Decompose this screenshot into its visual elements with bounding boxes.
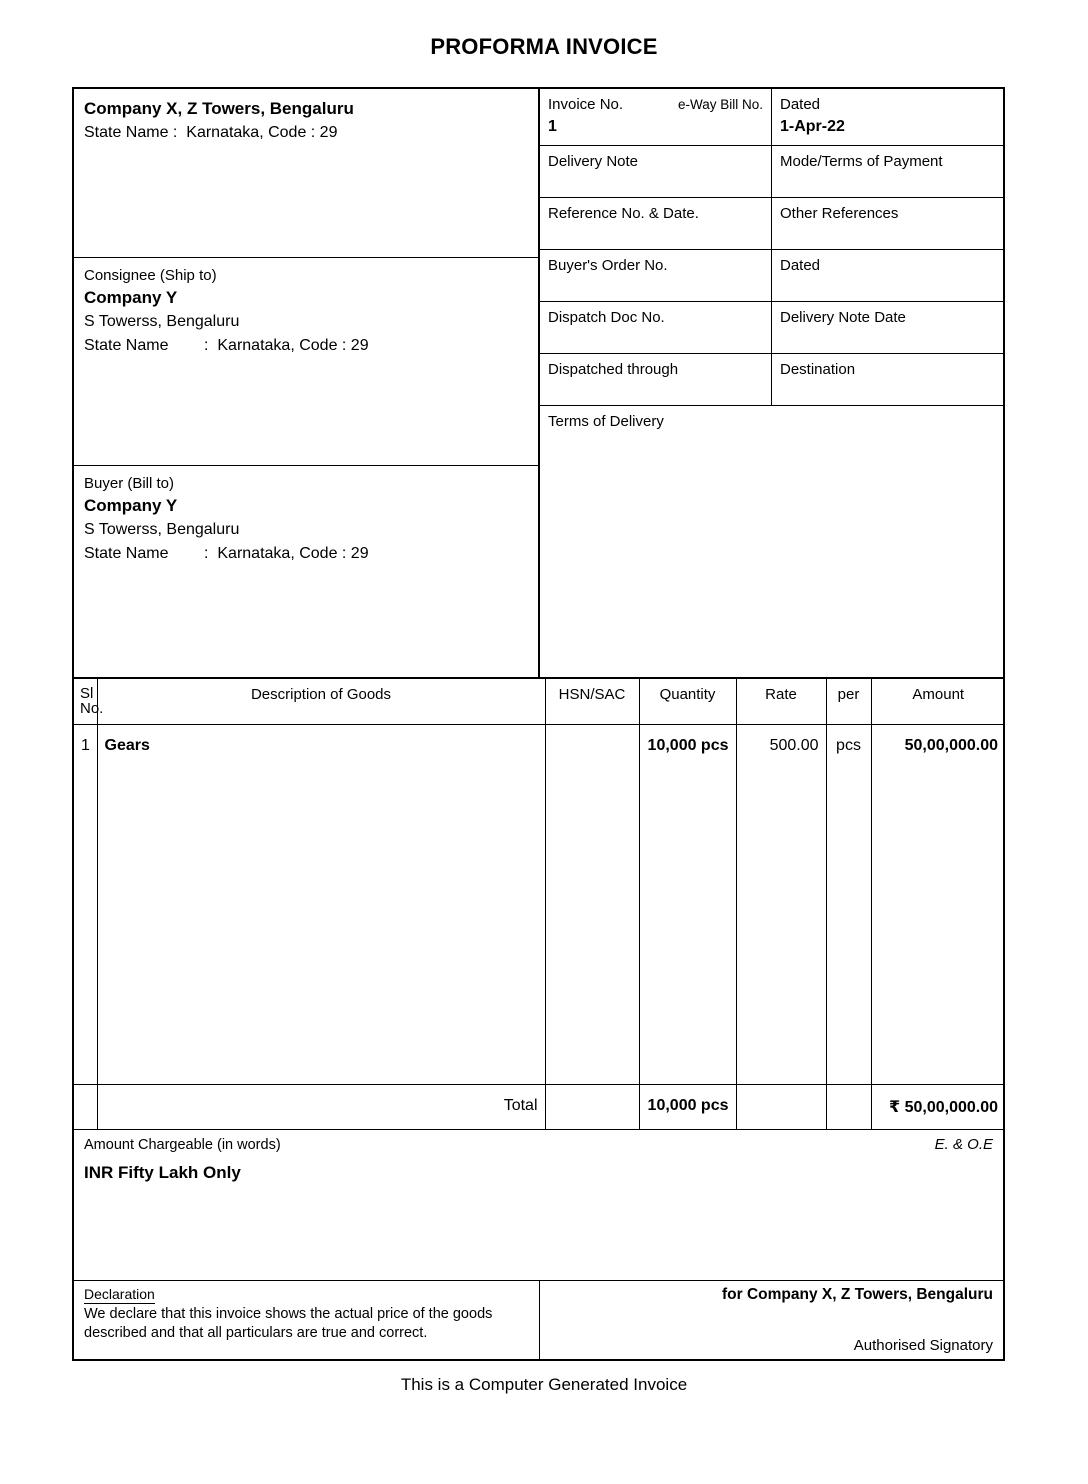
buyers-order-cell: [540, 250, 772, 301]
reference-value: [548, 224, 763, 248]
column-header-quantity: Quantity: [639, 678, 736, 724]
dispatch-doc-value: [548, 328, 763, 352]
consignee-label: Consignee (Ship to): [84, 267, 217, 284]
invoice-no-label: Invoice No.: [548, 96, 624, 113]
dispatched-through-label: Dispatched through: [548, 361, 679, 378]
total-cell-rate: [736, 1084, 826, 1129]
delivery-note-date-label: Delivery Note Date: [780, 309, 906, 326]
cell-sl-no: 1: [74, 724, 97, 1084]
seller-name: Company X, Z Towers, Bengaluru: [84, 99, 354, 118]
table-row: [74, 724, 1005, 1084]
buyer-address: S Towerss, Bengaluru: [84, 521, 240, 538]
destination-value: [780, 380, 995, 404]
delivery-note-label: Delivery Note: [548, 153, 639, 170]
column-header-sl-no: [74, 678, 104, 724]
eway-bill-no-label: e-Way Bill No.: [677, 97, 763, 112]
seller-block: [74, 89, 538, 257]
delivery-note-cell: [540, 146, 772, 197]
invoice-no-cell: [540, 89, 772, 145]
errors-and-omissions-excepted: E. & O.E: [934, 1135, 993, 1153]
total-label: Total: [97, 1084, 545, 1129]
detail-row-delivery-note: [540, 146, 1003, 198]
detail-row-dispatch-doc: [540, 302, 1003, 354]
column-header-description: Description of Goods: [97, 678, 545, 724]
amount-in-words-value: INR Fifty Lakh Only: [84, 1162, 241, 1182]
dispatched-through-cell: [540, 354, 772, 405]
detail-row-invoice-no: [540, 89, 1003, 146]
party-column: [74, 89, 540, 677]
total-cell-per: [826, 1084, 871, 1129]
buyers-order-dated-value: [780, 276, 995, 300]
buyer-name: Company Y: [84, 496, 178, 515]
dated-value: 1-Apr-22: [780, 118, 845, 135]
delivery-note-date-value: [780, 328, 995, 352]
seller-state-line: State Name : Karnataka, Code : 29: [84, 124, 338, 141]
total-cell-sl: [74, 1084, 97, 1129]
consignee-block: [74, 257, 538, 465]
other-references-label: Other References: [780, 205, 899, 222]
amount-in-words-section: [74, 1130, 1003, 1280]
total-row: [74, 1084, 1005, 1129]
detail-row-terms-of-delivery: [540, 406, 1003, 677]
detail-row-dispatched-through: [540, 354, 1003, 406]
buyers-order-dated-cell: [772, 250, 1003, 301]
cell-amount: 50,00,000.00: [904, 736, 998, 754]
dispatched-through-value: [548, 380, 763, 404]
other-references-cell: [772, 198, 1003, 249]
items-table-header-row: [74, 678, 1005, 724]
column-header-per: per: [826, 678, 871, 724]
total-amount: ₹ 50,00,000.00: [871, 1084, 1005, 1129]
column-header-amount: Amount: [871, 678, 1005, 724]
reference-cell: [540, 198, 772, 249]
cell-hsn: [545, 724, 639, 1084]
mode-terms-value: [780, 172, 995, 196]
invoice-details-column: [540, 89, 1003, 677]
terms-of-delivery-cell: [540, 406, 1003, 677]
mode-terms-label: Mode/Terms of Payment: [780, 153, 943, 170]
invoice-frame: [72, 87, 1005, 1361]
dated-label: Dated: [780, 96, 821, 113]
buyer-label: Buyer (Bill to): [84, 475, 175, 492]
buyer-block: [74, 465, 538, 667]
consignee-state-line: State Name : Karnataka, Code : 29: [84, 337, 369, 354]
mode-terms-cell: [772, 146, 1003, 197]
consignee-name: Company Y: [84, 288, 178, 307]
dispatch-doc-cell: [540, 302, 772, 353]
terms-of-delivery-value: [548, 432, 995, 456]
total-cell-hsn: [545, 1084, 639, 1129]
invoice-no-value: 1: [548, 118, 557, 135]
items-table: [74, 677, 1005, 1130]
sl-header-line2: No.: [80, 700, 104, 717]
column-header-rate: Rate: [736, 678, 826, 724]
cell-quantity: 10,000 pcs: [639, 724, 736, 1084]
buyers-order-value: [548, 276, 763, 300]
declaration-section: [74, 1280, 1003, 1359]
terms-of-delivery-label: Terms of Delivery: [548, 413, 664, 430]
authorised-signatory-label: Authorised Signatory: [853, 1336, 993, 1354]
delivery-note-value: [548, 172, 763, 196]
sl-header-line1: Sl: [80, 685, 94, 702]
destination-label: Destination: [780, 361, 856, 378]
declaration-label: Declaration: [84, 1285, 155, 1302]
cell-per: pcs: [826, 724, 871, 1084]
detail-row-buyers-order: [540, 250, 1003, 302]
cell-rate: 500.00: [736, 724, 826, 1084]
delivery-note-date-cell: [772, 302, 1003, 353]
declaration-block: [74, 1281, 540, 1359]
other-references-value: [780, 224, 995, 248]
buyers-order-label: Buyer's Order No.: [548, 257, 668, 274]
signature-block: [540, 1281, 1003, 1359]
footer-note: This is a Computer Generated Invoice: [400, 1375, 688, 1394]
column-header-hsn: HSN/SAC: [545, 678, 639, 724]
cell-description: Gears: [97, 724, 545, 1084]
reference-label: Reference No. & Date.: [548, 205, 699, 222]
buyers-order-dated-label: Dated: [780, 257, 821, 274]
amount-chargeable-label: Amount Chargeable (in words): [84, 1136, 281, 1153]
destination-cell: [772, 354, 1003, 405]
declaration-text: We declare that this invoice shows the actual price of the goods described and that all particulars are true and correct.: [84, 1305, 493, 1341]
page-title: PROFORMA INVOICE: [430, 34, 658, 59]
consignee-address: S Towerss, Bengaluru: [84, 313, 240, 330]
invoice-top-section: [74, 89, 1003, 677]
total-quantity: 10,000 pcs: [639, 1084, 736, 1129]
detail-row-reference: [540, 198, 1003, 250]
buyer-state-line: State Name : Karnataka, Code : 29: [84, 545, 369, 562]
signature-for-company: for Company X, Z Towers, Bengaluru: [722, 1285, 993, 1303]
dated-cell: [772, 89, 1003, 145]
dispatch-doc-label: Dispatch Doc No.: [548, 309, 665, 326]
